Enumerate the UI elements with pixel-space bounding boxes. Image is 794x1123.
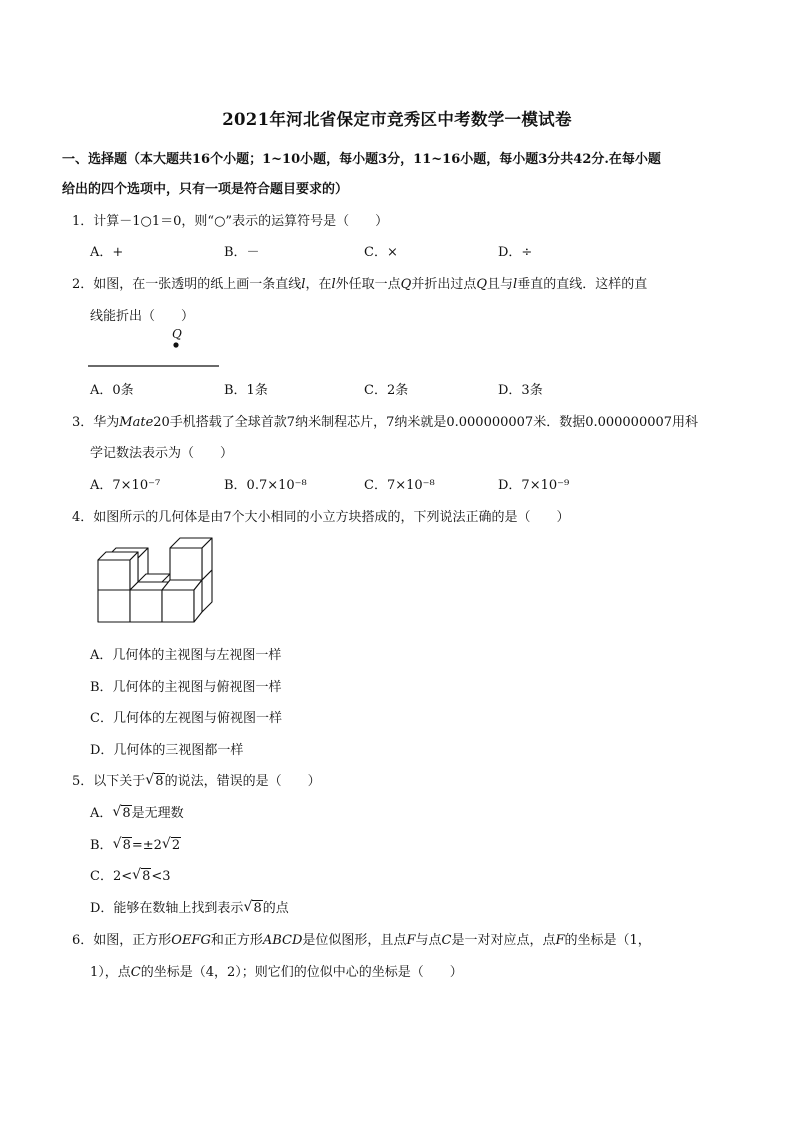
cube-bottom-2 (130, 590, 162, 622)
q2-option-a[interactable]: A．0条 (90, 383, 134, 398)
sqrt-icon: √ 8 (113, 838, 132, 853)
question-3-line2: 学记数法表示为（ ） (90, 446, 234, 461)
section-header-line1: 一、选择题（本大题共16个小题；1~10小题，每小题3分，11~16小题，每小题3分共42分.在每小题 (62, 152, 661, 167)
sqrt-icon: √ 8 (132, 869, 151, 884)
q2-var-q: Q (400, 277, 412, 292)
q2-text-d: 并折出过点 (411, 277, 477, 292)
q5-text-a: 5．以下关于 (72, 774, 146, 789)
q2-figure-point (173, 342, 178, 347)
q2-text-e: 且与 (487, 277, 514, 292)
cube-right-top-front (170, 548, 202, 580)
q3-option-c[interactable]: C．7×10⁻⁸ (364, 478, 435, 493)
q1-option-a[interactable]: A．+ (90, 245, 124, 260)
q2-var-l: l (301, 277, 306, 292)
q3-text-b: 20手机搭载了全球首款7纳米制程芯片，7纳米就是0.000000007米．数据0.000000007用科 (153, 415, 699, 430)
q4-option-d[interactable]: D．几何体的三视图都一样 (90, 743, 244, 758)
question-6-line2: 1），点C的坐标是（4，2）；则它们的位似中心的坐标是（ ） (90, 965, 463, 980)
sqrt-icon: √ 8 (112, 806, 131, 821)
q2-var-l: l (513, 277, 518, 292)
q2-text-b: ，在 (305, 277, 332, 292)
q1-option-b[interactable]: B．－ (224, 245, 260, 260)
question-2-line2: 线能折出（ ） (90, 309, 195, 324)
page-title: 2021年河北省保定市竞秀区中考数学一模试卷 (222, 110, 572, 129)
question-4-stem: 4．如图所示的几何体是由7个大小相同的小立方块搭成的，下列说法正确的是（ ） (72, 510, 570, 525)
question-2-stem (72, 273, 647, 292)
question-1-stem: 1．计算－1○1＝0，则“○”表示的运算符号是（ ） (72, 214, 389, 229)
q2-text-f: 垂直的直线．这样的直 (517, 277, 648, 292)
q5-option-c[interactable]: C．2<√ 8<3 (90, 865, 171, 884)
sqrt-icon: √ 8 (243, 901, 262, 916)
q4-option-b[interactable]: B．几何体的主视图与俯视图一样 (90, 680, 282, 695)
q4-option-c[interactable]: C．几何体的左视图与俯视图一样 (90, 711, 282, 726)
cube-bottom-3 (162, 590, 194, 622)
q2-option-b[interactable]: B．1条 (224, 383, 268, 398)
q2-option-d[interactable]: D．3条 (498, 383, 543, 398)
q4-cube-figure (96, 536, 216, 628)
q2-figure (88, 330, 228, 370)
q2-text-a: 2．如图，在一张透明的纸上画一条直线 (72, 277, 302, 292)
cube-bottom-1 (98, 590, 130, 622)
question-5-stem (72, 770, 321, 789)
q5-option-b[interactable]: B．√ 8=±2√ 2 (90, 834, 181, 853)
q5-text-b: 的说法，错误的是（ ） (164, 774, 321, 789)
q3-model: Mate (119, 415, 154, 430)
question-6-stem: 6．如图，正方形OEFG和正方形ABCD是位似图形，且点F与点C是一对对应点，点F的坐标是（1， (72, 933, 651, 948)
q2-var-l: l (331, 277, 336, 292)
q5-option-a[interactable]: A．√ 8是无理数 (90, 802, 184, 821)
cube-upper-left-front (98, 560, 130, 590)
q4-option-a[interactable]: A．几何体的主视图与左视图一样 (90, 648, 282, 663)
q2-option-c[interactable]: C．2条 (364, 383, 409, 398)
question-3-stem (72, 411, 698, 430)
q2-var-q: Q (476, 277, 488, 292)
q1-option-c[interactable]: C．× (364, 245, 398, 260)
sqrt-icon: √ 8 (145, 774, 164, 789)
q3-option-d[interactable]: D．7×10⁻⁹ (498, 478, 570, 493)
q2-text-c: 外任取一点 (335, 277, 401, 292)
q5-option-d[interactable]: D．能够在数轴上找到表示√ 8的点 (90, 897, 289, 916)
section-header-line2: 给出的四个选项中，只有一项是符合题目要求的） (62, 182, 349, 197)
q3-text-a: 3．华为 (72, 415, 120, 430)
q3-option-b[interactable]: B．0.7×10⁻⁸ (224, 478, 307, 493)
q2-figure-point-label: Q (172, 327, 182, 341)
q1-option-d[interactable]: D．÷ (498, 245, 533, 260)
q3-option-a[interactable]: A．7×10⁻⁷ (90, 478, 161, 493)
sqrt-icon: √ 2 (162, 838, 181, 853)
